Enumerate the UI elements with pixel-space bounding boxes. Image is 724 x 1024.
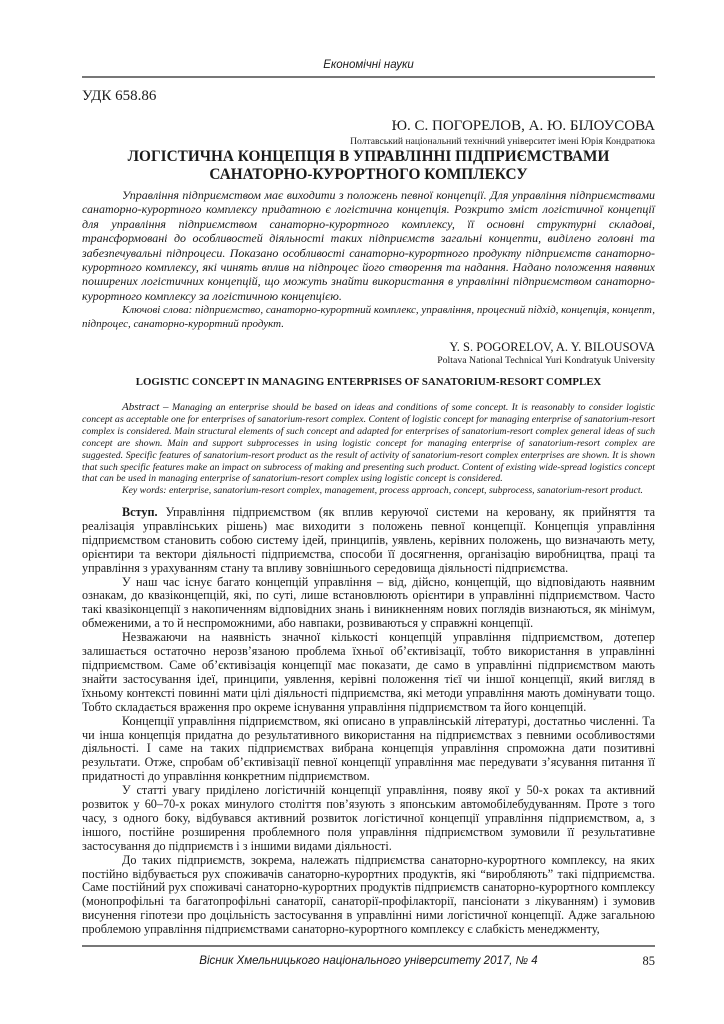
body-paragraph: Вступ. Управління підприємством (як вплив керуючої системи на керовану, як прийняття та реалізація управлінських рішень) має виходити з положень певної концепції. Концепція управління підприємством становить собою систему ідей, принципів, уявлень, керівних положень, що визначають мету, орієнтири та вектори діяльності підприємства, способи її досягнення, організацію виробництва, праці та управління з урахуванням стану та впливу зовнішнього середовища діяльності підприємства. — [82, 505, 656, 575]
abstract-en — [82, 402, 655, 497]
body-paragraph: У наш час існує багато концепцій управління – від, дійсно, концепцій, що відповідають наявним ознакам, до квазіконцепцій, які, по суті, лише встановлюють орієнтири в управлінні підприємством. Часто такі квазіконцепції з накопиченням відповідних знань і виникненням нових поглядів визнаються, як мінімум, обмеженими, а то й неспроможними, або навпаки, розвиваються у справжні концепції. — [82, 574, 655, 631]
body-paragraph: Концепції управління підприємством, які описано в управлінській літературі, достатньо численні. Та чи інша концепція придатна до результативного використання на підприємствах з певними особливостями діяльності. І саме на таких підприємствах вибрана концепція управління спроможна дати позитивні результати. Отже, спробам об’єктивізації певної концепції управління має передувати з’ясування питання її придатності до управління конкретним підприємством. — [82, 713, 655, 784]
body-paragraph: До таких підприємств, зокрема, належать підприємства санаторно-курортного комплексу, на яких постійно відбувається рух споживачів санаторно-курортних продуктів, які “виробляють” такі підприємства. Саме постійний рух споживачі санаторно-курортних продуктів підприємств санаторно-курортного комплексу (монопрофільні та багатопрофільні санаторії, санаторії-профілакторії, пансіонати з лікуванням) і зумовив висунення гіпотези про доцільність застосування в управлінні ними логістичної концепції. Адже загальною проблемою управління підприємствами санаторно-курортного комплексу є слабкість менеджменту, — [82, 852, 655, 937]
title-ua-line: САНАТОРНО-КУРОРТНОГО КОМПЛЕКСУ — [209, 166, 528, 183]
running-header: Економічні науки — [323, 59, 414, 71]
abstract-en-text: Managing an enterprise should be based on ideas and conditions of some concept. It is reasonably to consider logistic concept as acceptable one for enterprises of sanatorium-resort complex. Content of logistic concept for managing enterprise of sanatorium-resort complex is considered. Main structural elements of such concept and adapted for enterprises of sanatorium-resort complex general ideas of such concept are shown. Main and support subprocesses in using logistic concept for managing enterprise of sanatorium-resort complex are suggested. Specific features of sanatorium-resort product as the result of activity of sanatorium-resort complex enterprises are shown. It is shown that such specific features make an impact on subrocess of making and presenting such product. Content of existing wide-spread logistics concept that can be used in managing enterprise of sanatorium-resort complex using logistic concept is considered. — [82, 402, 655, 485]
body-paragraph: У статті увагу приділено логістичній концепції управління, появу якої у 50-х роках та активний розвиток у 60–70-х роках минулого століття пов’язують з японським автомобілебудуванням. Проте з того часу, з одного боку, відбувався активний розвиток логістичної концепції управління підприємством, а, з іншого, постійне розширення проблемного поля управління підприємством зумовили її результативне застосування до підприємств і з іншими видами діяльності. — [82, 783, 655, 853]
body-paragraph: Незважаючи на наявність значної кількості концепцій управління підприємством, дотепер залишається остаточно нерозв’язаною проблема їхньої об’єктивізації, тобто використання в управлінні підприємством. Саме об’єктивізація концепції має показати, де само в управлінні підприємством мають знайти застосування ідеї, принципи, уявлення, керівні положення тієї чи іншої концепції, який вигляд в їхньому контексті повинні мати цілі діяльності підприємства, які методи управління мають домінувати тощо. Тобто складається враження про окреме існування управління підприємством та його концепцій. — [82, 630, 655, 714]
title-en: LOGISTIC CONCEPT IN MANAGING ENTERPRISES OF SANATORIUM-RESORT COMPLEX — [135, 376, 602, 388]
affiliation-en: Poltava National Technical Yuri Kondratyuk University — [437, 355, 655, 366]
title-ua — [82, 148, 655, 184]
affiliation-ua: Полтавський національний технічний університет імені Юрія Кондратюка — [350, 136, 655, 147]
abstract-ua-text: Управління підприємством має виходити з положень певної концепції. Для управління підприємствами санаторно-курортного комплексу придатною є логістична концепція. Розкрито зміст логістичної концепції для управління підприємством санаторно-курортного комплексу, її основні структурні складові, трансформовані до особливостей діяльності таких підприємств загальні концепти, виділено головні та забезпечувальні підпроцеси. Показано особливості санаторно-курортного продукту підприємств санаторно-курортного комплексу, які чинять вплив на підпроцес його створення та надання. Надано положення наявних поширених логістичних концепцій, що можуть знайти використання в управлінні підприємством санаторно-курортного комплексу за логістичною концепцією. — [82, 188, 655, 303]
authors-en: Y. S. POGORELOV, A. Y. BILOUSOVA — [449, 340, 655, 354]
footer-divider — [82, 945, 655, 947]
udk-code: УДК 658.86 — [82, 88, 157, 104]
title-ua-line: ЛОГІСТИЧНА КОНЦЕПЦІЯ В УПРАВЛІННІ ПІДПРИЄМСТВАМИ — [127, 148, 610, 165]
article-body — [82, 506, 655, 937]
authors-ua: Ю. С. ПОГОРЕЛОВ, А. Ю. БІЛОУСОВА — [391, 118, 655, 134]
intro-heading: Вступ. — [122, 505, 158, 519]
abstract-en-lead: Abstract – — [122, 401, 169, 413]
keywords-ua: Ключові слова: підприємство, санаторно-курортний комплекс, управління, процесний підхід, концепція, концепт, підпроцес, санаторно-курортний продукт. — [82, 304, 655, 331]
page-number: 85 — [642, 954, 655, 968]
abstract-ua — [82, 188, 655, 331]
journal-footer: Вісник Хмельницького національного університету 2017, № 4 — [199, 955, 538, 967]
header-divider — [82, 76, 655, 78]
keywords-en: Key words: enterprise, sanatorium-resort complex, management, process approach, concept, subprocess, sanatorium-resort product. — [122, 485, 643, 497]
